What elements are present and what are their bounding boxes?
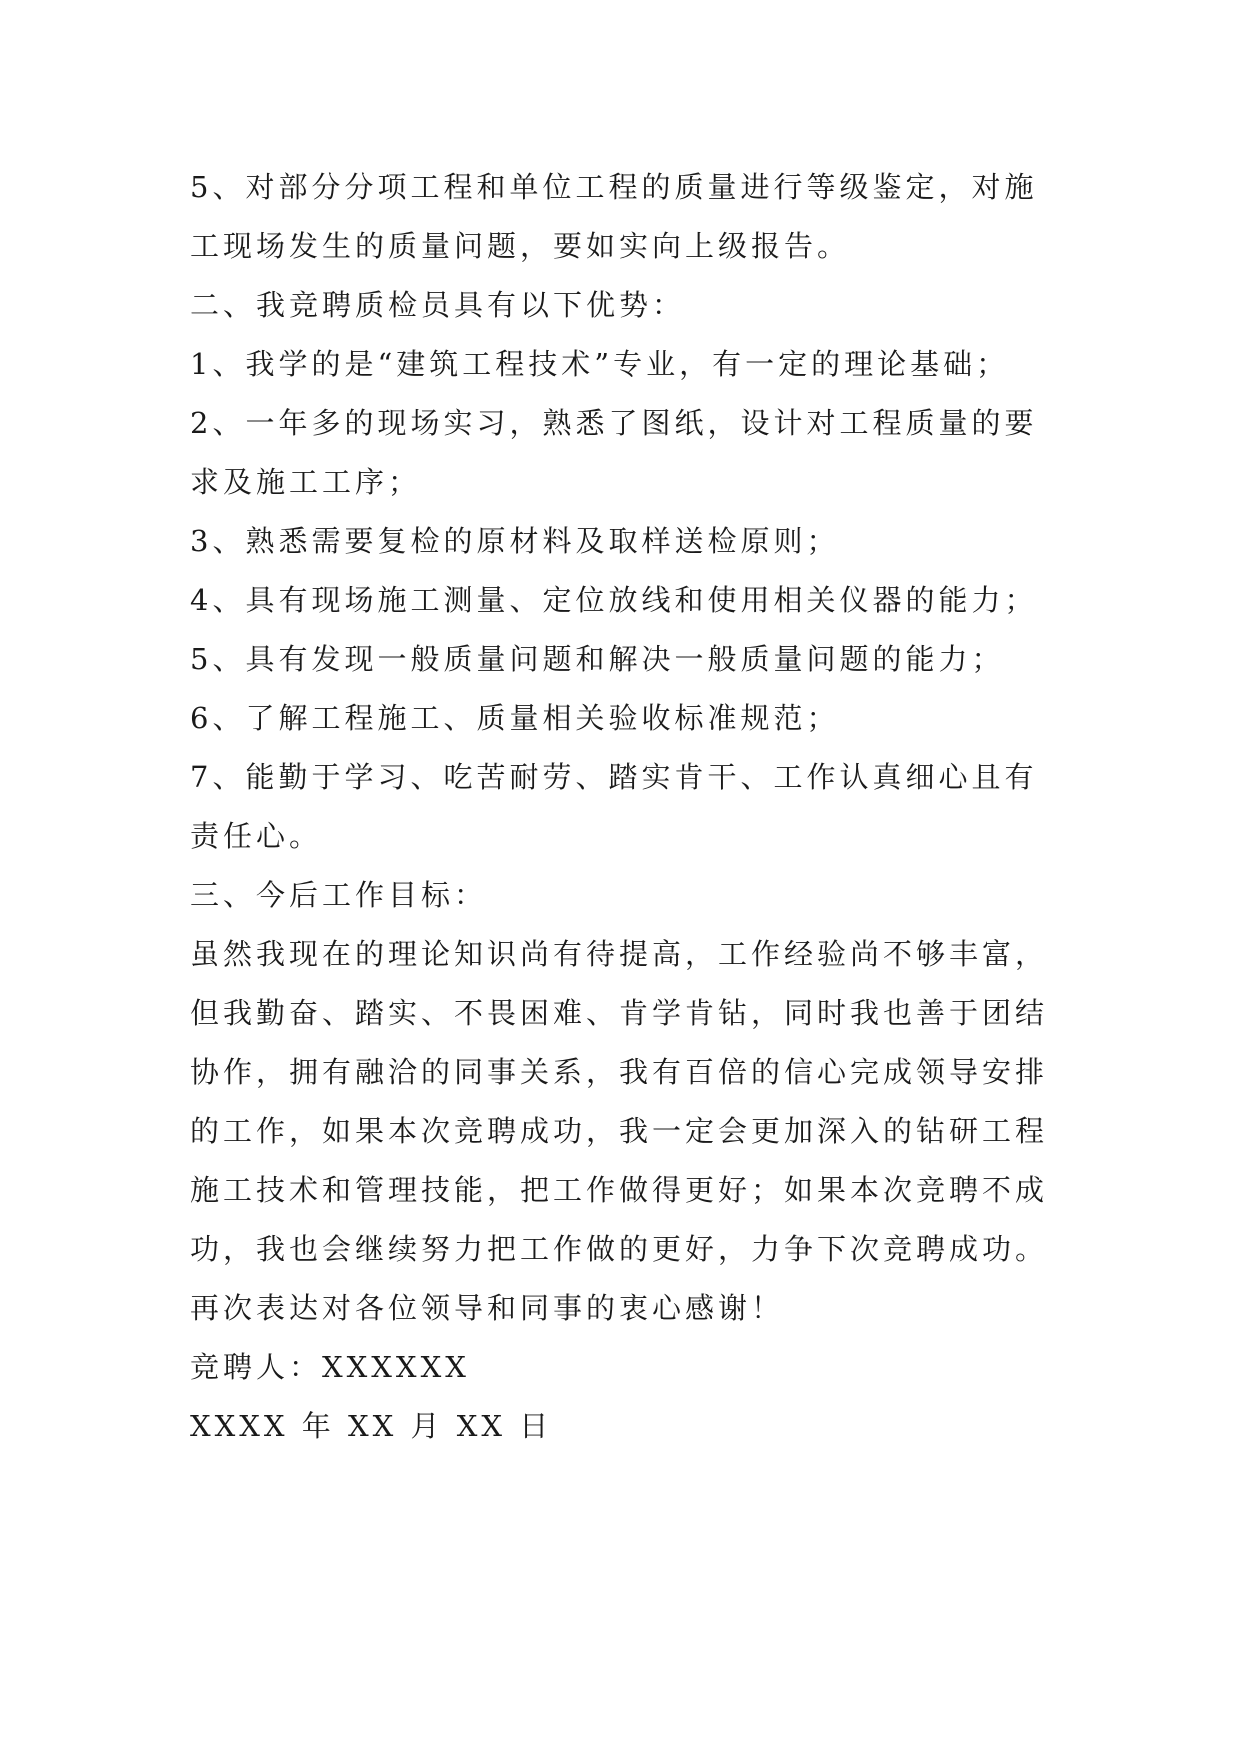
heading-advantages: 二、我竞聘质检员具有以下优势： [190,288,686,322]
paragraph-advantage-2: 2、一年多的现场实习，熟悉了图纸，设计对工程质量的要求及施工工序； [190,406,1038,499]
signature-applicant: 竞聘人：XXXXXX [190,1350,470,1384]
document-body [190,158,1070,1456]
paragraph-advantage-1: 1、我学的是“建筑工程技术”专业，有一定的理论基础； [190,347,1010,381]
paragraph-advantage-5: 5、具有发现一般质量问题和解决一般质量问题的能力； [190,642,1005,676]
paragraph-thanks: 再次表达对各位领导和同事的衷心感谢！ [190,1291,785,1325]
paragraph-duty-5: 5、对部分分项工程和单位工程的质量进行等级鉴定，对施工现场发生的质量问题，要如实向上级报告。 [190,170,1038,263]
signature-date: XXXX 年 XX 月 XX 日 [190,1409,553,1443]
paragraph-goals: 虽然我现在的理论知识尚有待提高，工作经验尚不够丰富，但我勤奋、踏实、不畏困难、肯学肯钻，同时我也善于团结协作，拥有融洽的同事关系，我有百倍的信心完成领导安排的工作，如果本次竞聘成功，我一定会更加深入的钻研工程施工技术和管理技能，把工作做得更好；如果本次竞聘不成功，我也会继续努力把工作做的更好，力争下次竞聘成功。 [190,937,1049,1266]
paragraph-advantage-7: 7、能勤于学习、吃苦耐劳、踏实肯干、工作认真细心且有责任心。 [190,760,1038,853]
paragraph-advantage-4: 4、具有现场施工测量、定位放线和使用相关仪器的能力； [190,583,1038,617]
heading-goals: 三、今后工作目标： [190,878,488,912]
paragraph-advantage-6: 6、了解工程施工、质量相关验收标准规范； [190,701,840,735]
paragraph-advantage-3: 3、熟悉需要复检的原材料及取样送检原则； [190,524,840,558]
